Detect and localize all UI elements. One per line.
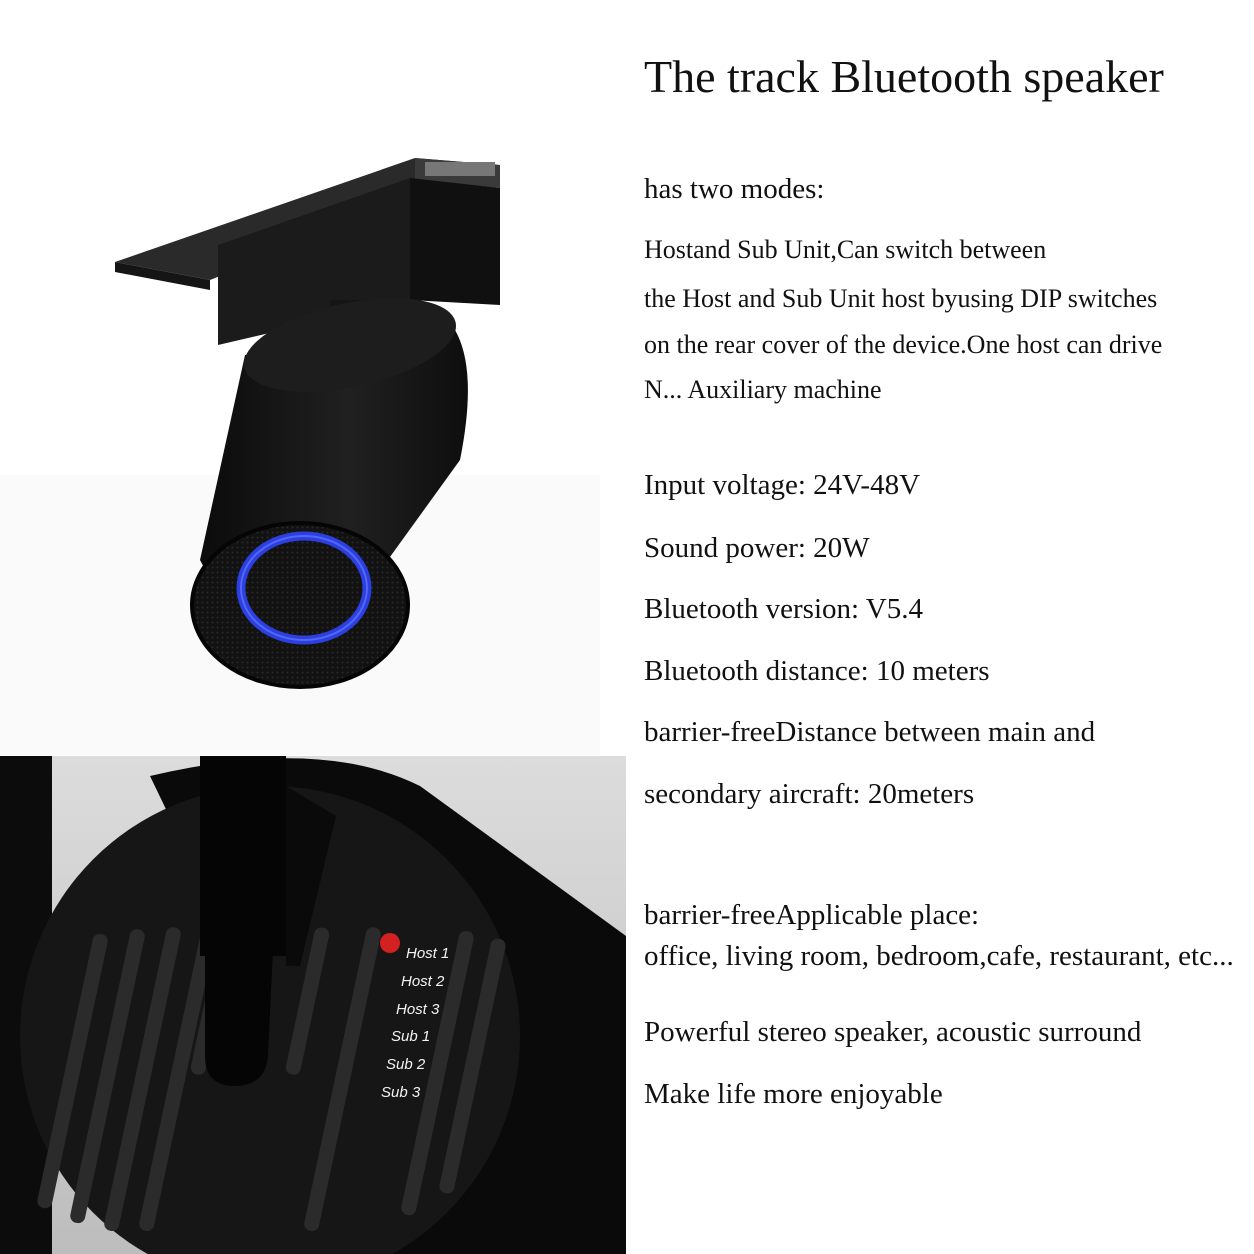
dip-label-sub-3: Sub 3 [381, 1084, 421, 1101]
modes-heading: has two modes: [644, 173, 825, 205]
modes-line: on the rear cover of the device.One host can drive [644, 330, 1163, 359]
modes-line: the Host and Sub Unit host byusing DIP switches [644, 284, 1158, 313]
modes-line: Hostand Sub Unit,Can switch between [644, 235, 1047, 264]
dip-label-sub-1: Sub 1 [391, 1028, 431, 1045]
modes-line: N... Auxiliary machine [644, 375, 882, 404]
dip-label-sub-2: Sub 2 [386, 1056, 426, 1073]
dip-label-host-3: Host 3 [396, 1001, 440, 1018]
place-value: office, living room, bedroom,cafe, restaurant, etc... [644, 940, 1234, 972]
page-title: The track Bluetooth speaker [644, 51, 1164, 102]
spec-main-secondary-distance: barrier-freeDistance between main and [644, 716, 1096, 748]
spec-bluetooth-version: Bluetooth version: V5.4 [644, 593, 923, 625]
place-heading: barrier-freeApplicable place: [644, 899, 980, 931]
spec-bluetooth-distance: Bluetooth distance: 10 meters [644, 655, 990, 687]
tagline: Make life more enjoyable [644, 1078, 943, 1110]
tagline: Powerful stereo speaker, acoustic surround [644, 1016, 1142, 1048]
dip-label-host-2: Host 2 [401, 973, 445, 990]
spec-main-secondary-distance-cont: secondary aircraft: 20meters [644, 778, 975, 810]
spec-sound-power: Sound power: 20W [644, 532, 870, 564]
spec-input-voltage: Input voltage: 24V-48V [644, 469, 921, 501]
dip-label-host-1: Host 1 [406, 945, 450, 962]
